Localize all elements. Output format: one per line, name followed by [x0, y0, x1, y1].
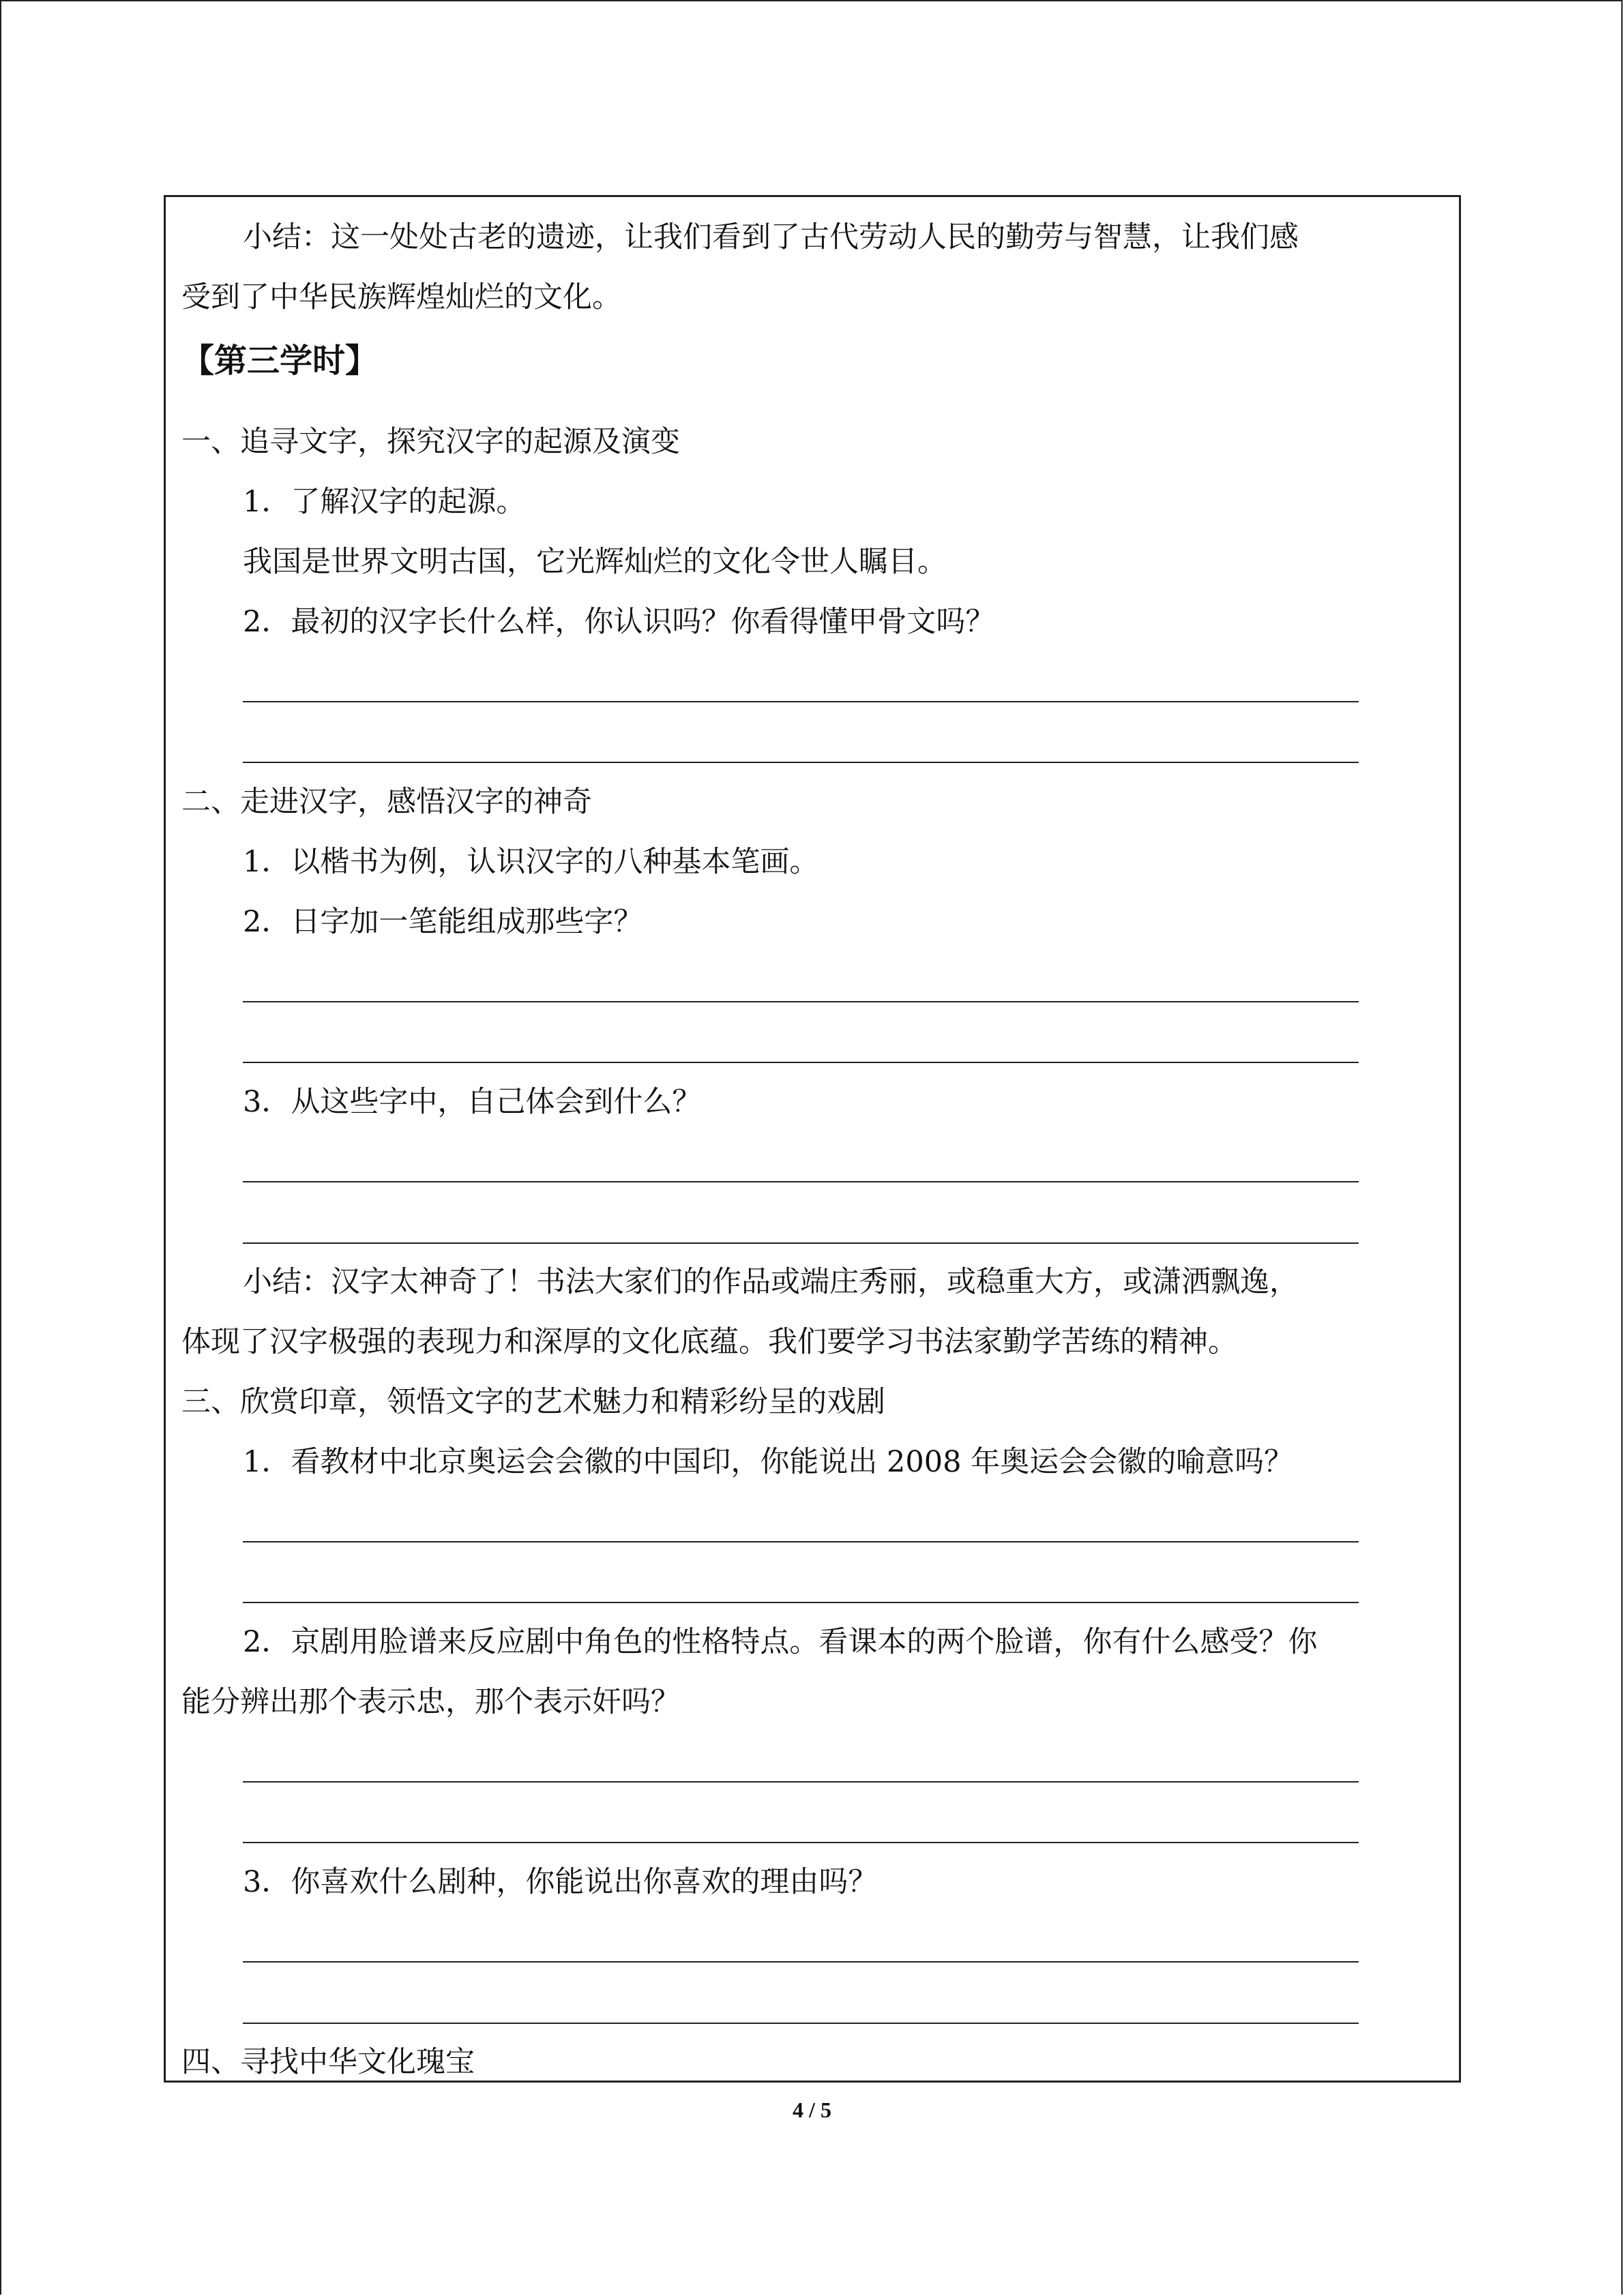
- section-2-summary-line-2: 体现了汉字极强的表现力和深厚的文化底蕴。我们要学习书法家勤学苦练的精神。: [181, 1325, 1237, 1359]
- answer-line[interactable]: [243, 1001, 1359, 1002]
- section-2-item-2: 2．日字加一笔能组成那些字？: [243, 905, 643, 939]
- section-3-item-2-line-2: 能分辨出那个表示忠，那个表示奸吗？: [181, 1685, 680, 1719]
- answer-line[interactable]: [243, 1961, 1359, 1963]
- section-3-item-1: 1．看教材中北京奥运会会徽的中国印，你能说出 2008 年奥运会会徽的喻意吗？: [243, 1445, 1294, 1479]
- content-frame: [164, 195, 1461, 2083]
- section-2-item-1: 1．以楷书为例，认识汉字的八种基本笔画。: [243, 845, 819, 879]
- section-1-text-1: 我国是世界文明古国，它光辉灿烂的文化令世人瞩目。: [243, 545, 947, 579]
- answer-line[interactable]: [243, 1602, 1359, 1603]
- section-1-item-1: 1．了解汉字的起源。: [243, 485, 526, 519]
- lesson-heading: 【第三学时】: [181, 342, 379, 380]
- answer-line[interactable]: [243, 701, 1359, 702]
- section-3-item-3: 3．你喜欢什么剧种，你能说出你喜欢的理由吗？: [243, 1865, 878, 1899]
- answer-line[interactable]: [243, 1541, 1359, 1542]
- answer-line[interactable]: [243, 1842, 1359, 1843]
- summary-line-2: 受到了中华民族辉煌灿烂的文化。: [181, 280, 621, 314]
- section-3-item-2-line-1: 2．京剧用脸谱来反应剧中角色的性格特点。看课本的两个脸谱，你有什么感受？你: [243, 1625, 1318, 1659]
- answer-line[interactable]: [243, 1062, 1359, 1063]
- answer-line[interactable]: [243, 1781, 1359, 1783]
- section-4-title: 四、寻找中华文化瑰宝: [181, 2045, 475, 2079]
- answer-line[interactable]: [243, 1242, 1359, 1244]
- section-2-title: 二、走进汉字，感悟汉字的神奇: [181, 785, 592, 819]
- answer-line[interactable]: [243, 2023, 1359, 2024]
- section-2-item-3: 3．从这些字中，自己体会到什么？: [243, 1085, 702, 1119]
- section-1-item-2: 2．最初的汉字长什么样，你认识吗？你看得懂甲骨文吗？: [243, 605, 995, 639]
- answer-line[interactable]: [243, 1181, 1359, 1182]
- section-3-title: 三、欣赏印章，领悟文字的艺术魅力和精彩纷呈的戏剧: [181, 1385, 885, 1419]
- section-2-summary-line-1: 小结：汉字太神奇了！书法大家们的作品或端庄秀丽，或稳重大方，或潇洒飘逸，: [243, 1265, 1299, 1299]
- answer-line[interactable]: [243, 762, 1359, 763]
- page-number: 4 / 5: [793, 2098, 831, 2122]
- section-1-title: 一、追寻文字，探究汉字的起源及演变: [181, 425, 680, 459]
- summary-line-1: 小结：这一处处古老的遗迹，让我们看到了古代劳动人民的勤劳与智慧，让我们感: [243, 220, 1299, 254]
